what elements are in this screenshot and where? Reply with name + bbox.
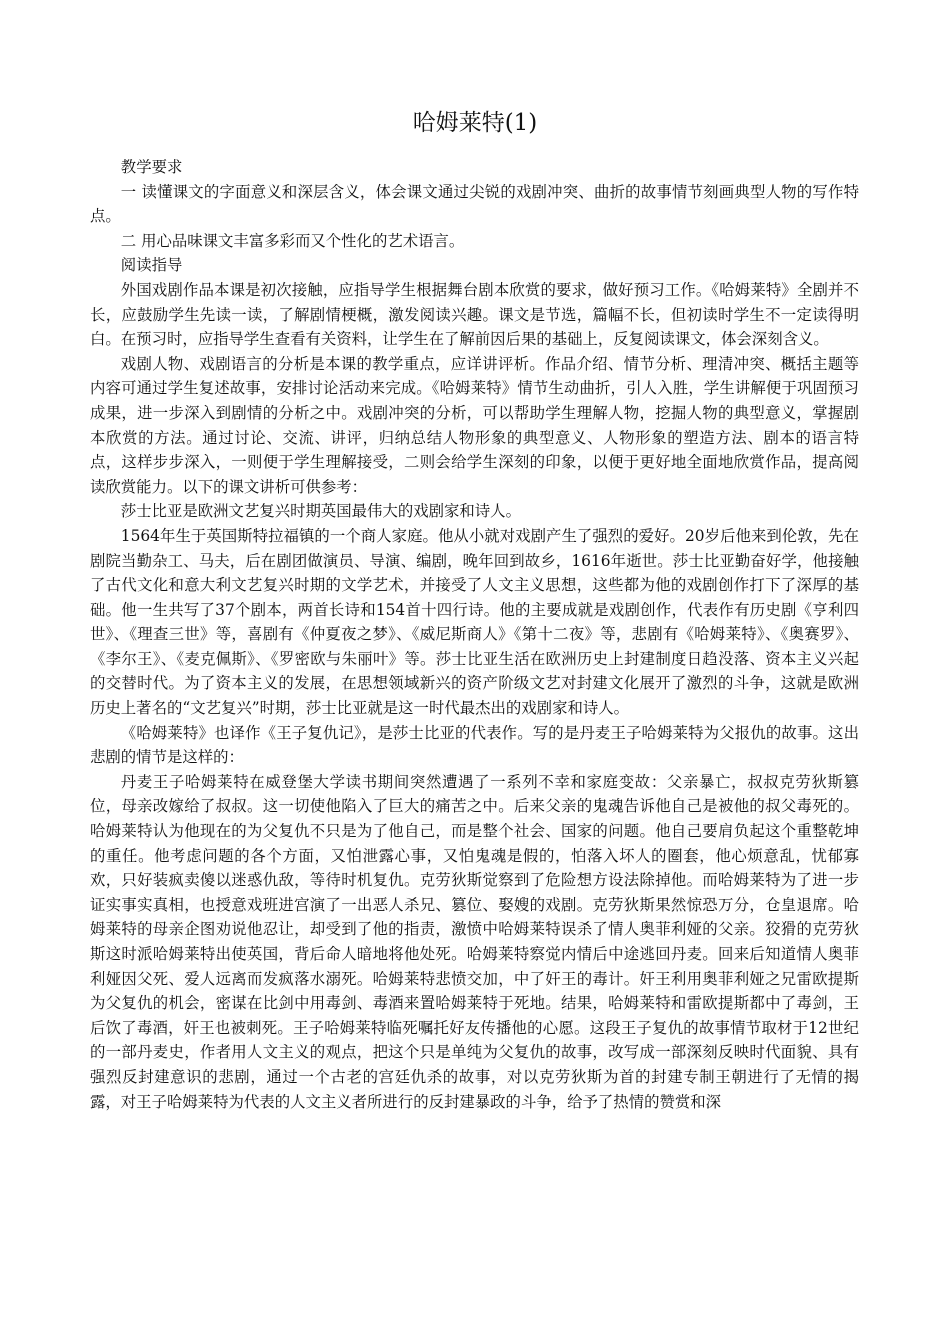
paragraph: 一 读懂课文的字面意义和深层含义，体会课文通过尖锐的戏剧冲突、曲折的故事情节刻画典型人物的写作特点。 xyxy=(90,182,859,226)
paragraph: 丹麦王子哈姆莱特在威登堡大学读书期间突然遭遇了一系列不幸和家庭变故：父亲暴亡，叔叔克劳狄斯篡位，母亲改嫁给了叔叔。这一切使他陷入了巨大的痛苦之中。后来父亲的鬼魂告诉他自己是被他的叔父毒死的。哈姆莱特认为他现在的为父复仇不只是为了他自己，而是整个社会、国家的问题。他自己要肩负起这个重整乾坤的重任。他考虑问题的各个方面，又怕泄露心事，又怕鬼魂是假的，怕落入坏人的圈套，他心烦意乱，忧郁寡欢，只好装疯卖傻以迷惑仇敌，等待时机复仇。克劳狄斯觉察到了危险想方设法除掉他。而哈姆莱特为了进一步证实事实真相，也授意戏班进宫演了一出恶人杀兄、篡位、娶嫂的戏剧。克劳狄斯果然惊恐万分，仓皇退席。哈姆莱特的母亲企图劝说他忍让，却受到了他的指责，激愤中哈姆莱特误杀了情人奥菲利娅的父亲。狡猾的克劳狄斯这时派哈姆莱特出使英国，背后命人暗地将他处死。哈姆莱特察觉内情后中途逃回丹麦。回来后知道情人奥菲利娅因父死、爱人远离而发疯落水溺死。哈姆莱特悲愤交加，中了奸王的毒计。奸王利用奥菲利娅之兄雷欧提斯为父复仇的机会，密谋在比剑中用毒剑、毒酒来置哈姆莱特于死地。结果，哈姆莱特和雷欧提斯都中了毒剑，王后饮了毒酒，奸王也被刺死。王子哈姆莱特临死嘱托好友传播他的心愿。这段王子复仇的故事情节取材于12世纪的一部丹麦史，作者用人文主义的观点，把这个只是单纯为父复仇的故事，改写成一部深刻反映时代面貌、具有强烈反封建意识的悲剧，通过一个古老的宫廷仇杀的故事，对以克劳狄斯为首的封建专制王朝进行了无情的揭露，对王子哈姆莱特为代表的人文主义者所进行的反封建暴政的斗争，给予了热情的赞赏和深 xyxy=(90,772,859,1111)
section-heading-reading-guide: 阅读指导 xyxy=(120,256,183,275)
paragraph: 外国戏剧作品本课是初次接触，应指导学生根据舞台剧本欣赏的要求，做好预习工作。《哈姆莱特》全剧并不长，应鼓励学生先读一读，了解剧情梗概，激发阅读兴趣。课文是节选，篇幅不长，但初读时学生不一定读得明白。在预习时，应指导学生查看有关资料，让学生在了解前因后果的基础上，反复阅读课文，体会深刻含义。 xyxy=(90,280,859,349)
document-body xyxy=(90,155,859,1114)
page-title: 哈姆莱特(1) xyxy=(412,110,538,136)
paragraph: 戏剧人物、戏剧语言的分析是本课的教学重点，应详讲评析。作品介绍、情节分析、理清冲突、概括主题等内容可通过学生复述故事，安排讨论活动来完成。《哈姆莱特》情节生动曲折，引人入胜，学生讲解便于巩固预习成果，进一步深入到剧情的分析之中。戏剧冲突的分析，可以帮助学生理解人物，挖掘人物的典型意义，掌握剧本欣赏的方法。通过讨论、交流、讲评，归纳总结人物形象的典型意义、人物形象的塑造方法、剧本的语言特点，这样步步深入，一则便于学生理解接受，二则会给学生深刻的印象，以便于更好地全面地欣赏作品，提高阅读欣赏能力。以下的课文讲析可供参考： xyxy=(90,354,859,496)
paragraph: 1564年生于英国斯特拉福镇的一个商人家庭。他从小就对戏剧产生了强烈的爱好。20岁后他来到伦敦，先在剧院当勤杂工、马夫，后在剧团做演员、导演、编剧，晚年回到故乡，1616年逝世。莎士比亚勤奋好学，他接触了古代文化和意大利文艺复兴时期的文学艺术，并接受了人文主义思想，这些都为他的戏剧创作打下了深厚的基础。他一生共写了37个剧本，两首长诗和154首十四行诗。他的主要成就是戏剧创作，代表作有历史剧《亨利四世》、《理查三世》等，喜剧有《仲夏夜之梦》、《威尼斯商人》《第十二夜》等，悲剧有《哈姆莱特》、《奥赛罗》、《李尔王》、《麦克佩斯》、《罗密欧与朱丽叶》等。莎士比亚生活在欧洲历史上封建制度日趋没落、资本主义兴起的交替时代。为了资本主义的发展，在思想领域新兴的资产阶级文艺对封建文化展开了激烈的斗争，这就是欧洲历史上著名的“文艺复兴”时期，莎士比亚就是这一时代最杰出的戏剧家和诗人。 xyxy=(90,526,859,718)
paragraph: 莎士比亚是欧洲文艺复兴时期英国最伟大的戏剧家和诗人。 xyxy=(120,502,521,521)
paragraph: 《哈姆莱特》也译作《王子复仇记》，是莎士比亚的代表作。写的是丹麦王子哈姆莱特为父报仇的故事。这出悲剧的情节是这样的： xyxy=(90,723,859,767)
paragraph: 二 用心品味课文丰富多彩而又个性化的艺术语言。 xyxy=(120,231,465,250)
section-heading-requirements: 教学要求 xyxy=(120,158,183,176)
